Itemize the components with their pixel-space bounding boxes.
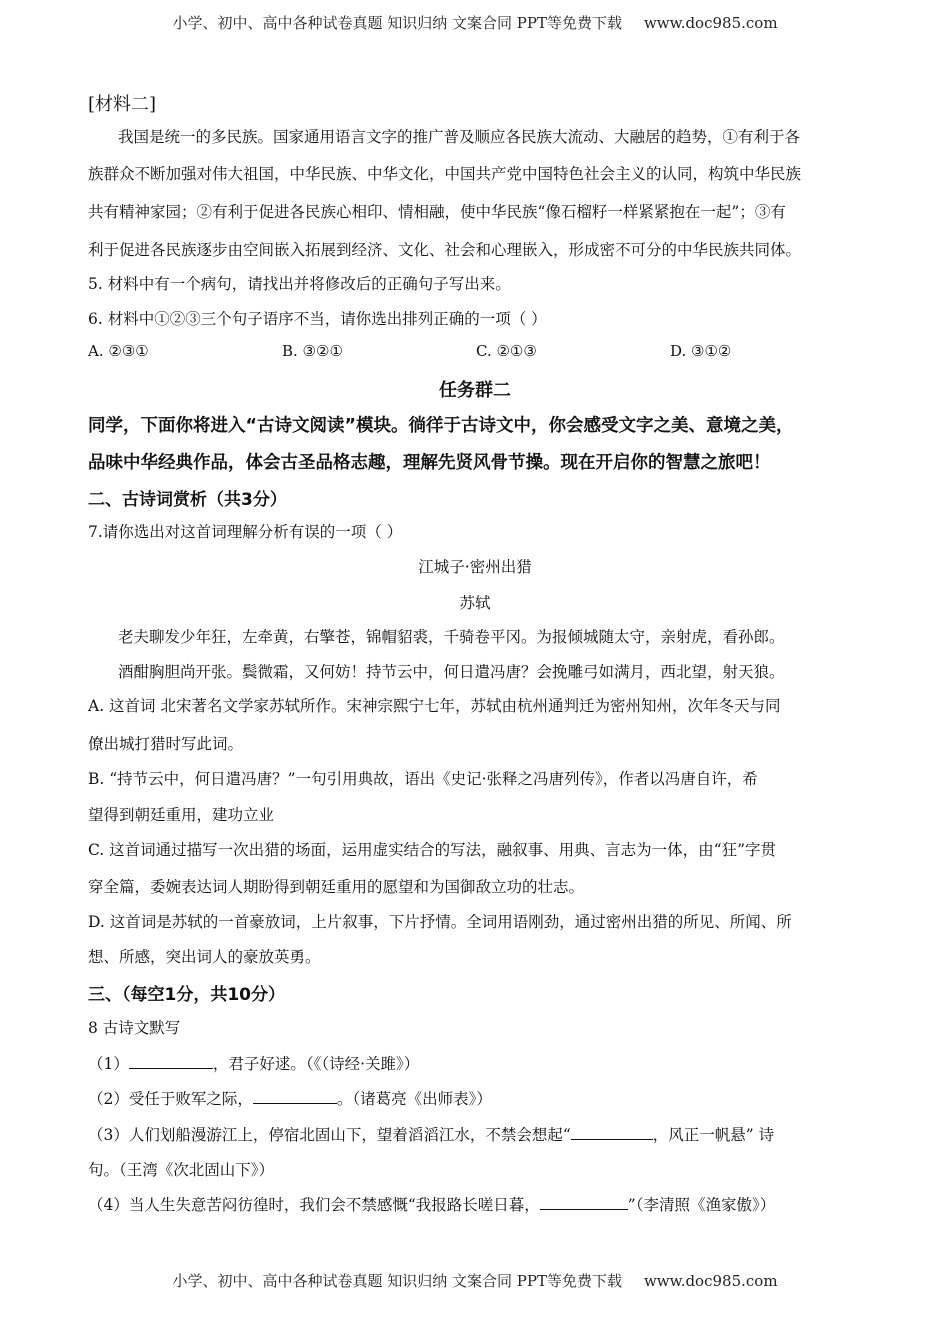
task-intro: 同学，下面你将进入“古诗文阅读”模块。徜徉于古诗文中，你会感受文字之美、意境之美， bbox=[88, 416, 794, 436]
footer-url[interactable]: www.doc985.com bbox=[643, 1272, 778, 1290]
material-line: 族群众不断加强对伟大祖国，中华民族、中华文化，中国共产党中国特色社会主义的认同，构筑中华民族 bbox=[88, 165, 802, 183]
section-2-heading: 二、古诗词赏析（共3分） bbox=[88, 490, 287, 510]
q8-item-3-prefix: （3）人们划船漫游江上，停宿北固山下，望着滔滔江水，不禁会想起“ bbox=[88, 1126, 571, 1144]
task-group-title: 任务群二 bbox=[439, 380, 511, 401]
answer-blank[interactable] bbox=[540, 1195, 628, 1210]
q7-option-c: C. 这首词通过描写一次出猎的场面，运用虚实结合的写法，融叙事、用典、言志为一体，由“狂”字贯 bbox=[88, 841, 777, 859]
q8-item-1-prefix: （1） bbox=[88, 1055, 129, 1073]
page-header bbox=[0, 12, 950, 33]
q7-option-c-cont: 穿全篇，委婉表达词人期盼得到朝廷重用的愿望和为国御敌立功的壮志。 bbox=[88, 878, 585, 896]
q6-option-b: B. ③②① bbox=[282, 342, 343, 360]
answer-blank[interactable] bbox=[571, 1125, 653, 1140]
q8-item-2-prefix: （2）受任于败军之际， bbox=[88, 1090, 253, 1108]
q8-item-3-suffix: ，风正一帆悬” 诗 bbox=[652, 1126, 775, 1144]
section-3-heading: 三、（每空1分，共10分） bbox=[88, 985, 285, 1005]
header-text: 小学、初中、高中各种试卷真题 知识归纳 文案合同 PPT等免费下载 bbox=[172, 14, 622, 32]
page-footer bbox=[0, 1270, 950, 1291]
question-8-title: 8 古诗文默写 bbox=[88, 1019, 181, 1037]
question-6-stem: 6. 材料中①②③三个句子语序不当，请你选出排列正确的一项（ ） bbox=[88, 310, 547, 328]
poem-line: 老夫聊发少年狂，左牵黄，右擎苍，锦帽貂裘，千骑卷平冈。为报倾城随太守，亲射虎，看孙郎。 bbox=[118, 628, 785, 646]
q7-option-a-cont: 僚出城打猎时写此词。 bbox=[88, 735, 244, 753]
q8-item-4-prefix: （4）当人生失意苦闷彷徨时，我们会不禁感慨“我报路长嗟日暮， bbox=[88, 1196, 540, 1214]
q8-item-3-cont: 句。（王湾《次北固山下》） bbox=[88, 1161, 275, 1179]
material-line: 我国是统一的多民族。国家通用语言文字的推广普及顺应各民族大流动、大融居的趋势，①有利于各 bbox=[118, 128, 801, 146]
q8-item-1 bbox=[88, 1052, 878, 1074]
footer-text: 小学、初中、高中各种试卷真题 知识归纳 文案合同 PPT等免费下载 bbox=[172, 1272, 622, 1290]
header-url[interactable]: www.doc985.com bbox=[643, 14, 778, 32]
material-line: 利于促进各民族逐步由空间嵌入拓展到经济、文化、社会和心理嵌入，形成密不可分的中华民族共同体。 bbox=[88, 241, 802, 259]
q6-option-d: D. ③①② bbox=[670, 342, 732, 360]
q7-option-b-cont: 望得到朝廷重用，建功立业 bbox=[88, 806, 275, 824]
q8-item-2-suffix: 。（诸葛亮《出师表》） bbox=[336, 1090, 492, 1108]
question-5: 5. 材料中有一个病句，请找出并将修改后的正确句子写出来。 bbox=[88, 275, 511, 293]
poem-title: 江城子·密州出猎 bbox=[418, 558, 532, 576]
q7-option-a: A. 这首词 北宋著名文学家苏轼所作。宋神宗熙宁七年，苏轼由杭州通判迁为密州知州，次年冬天与同 bbox=[88, 697, 781, 715]
answer-blank[interactable] bbox=[253, 1089, 337, 1104]
poem-author: 苏轼 bbox=[459, 594, 491, 612]
q6-option-a: A. ②③① bbox=[88, 342, 149, 360]
q8-item-2 bbox=[88, 1087, 878, 1109]
material-title: [材料二] bbox=[88, 94, 157, 115]
q8-item-1-suffix: ，君子好逑。（《（诗经·关雎》） bbox=[212, 1055, 420, 1073]
q7-option-d: D. 这首词是苏轼的一首豪放词，上片叙事，下片抒情。全词用语刚劲，通过密州出猎的所见、所闻、所 bbox=[88, 913, 792, 931]
material-line: 共有精神家园；②有利于促进各民族心相印、情相融，使中华民族“像石榴籽一样紧紧抱在一起”；③有 bbox=[88, 203, 786, 221]
q7-option-d-cont: 想、所感，突出词人的豪放英勇。 bbox=[88, 948, 321, 966]
q8-item-4-suffix: ”（李清照《渔家傲》） bbox=[627, 1196, 776, 1214]
poem-line: 酒酣胸胆尚开张。鬓微霜，又何妨！持节云中，何日遣冯唐？会挽雕弓如满月，西北望，射天狼。 bbox=[118, 663, 785, 681]
q7-option-b: B. “持节云中，何日遣冯唐？”一句引用典故，语出《史记·张释之冯唐列传》，作者以冯唐自许，希 bbox=[88, 770, 758, 788]
task-intro: 品味中华经典作品，体会古圣品格志趣，理解先贤风骨节操。现在开启你的智慧之旅吧！ bbox=[88, 453, 771, 473]
q8-item-4 bbox=[88, 1193, 878, 1215]
answer-blank[interactable] bbox=[129, 1054, 213, 1069]
question-7-stem: 7.请你选出对这首词理解分析有误的一项（ ） bbox=[88, 523, 403, 541]
q6-option-c: C. ②①③ bbox=[476, 342, 537, 360]
q8-item-3 bbox=[88, 1123, 878, 1145]
